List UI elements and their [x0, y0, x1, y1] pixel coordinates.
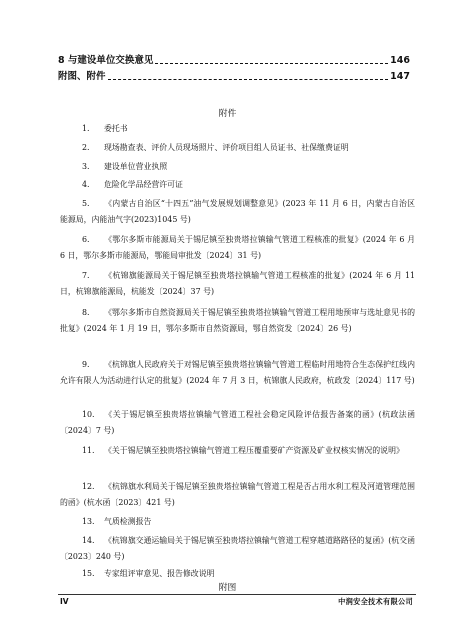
attachment-number: 10.: [82, 410, 95, 419]
attachment-number: 8.: [82, 308, 90, 317]
attachment-item: [60, 514, 415, 530]
toc-entry-label: 8 与建设单位交换意见: [58, 55, 154, 66]
attachment-item: [60, 121, 415, 137]
attachment-item: [60, 268, 415, 300]
toc-entry[interactable]: [58, 54, 410, 68]
attachment-text: 《杭锦旗水利局关于锡尼镇至独贵塔拉镇输气管道工程是否占用水利工程及河道管理范围的函》(杭水函〔2023〕421 号): [60, 482, 415, 507]
footer-page-number: IV: [60, 597, 69, 606]
attachment-number: 5.: [82, 199, 90, 208]
attachment-number: 12.: [82, 482, 95, 491]
toc-leader-dots: [155, 63, 388, 64]
attachment-item: [60, 159, 415, 175]
attachment-item: [60, 407, 415, 439]
attachment-item: [60, 566, 415, 582]
attachment-text: 气质检测报告: [104, 517, 152, 526]
attachment-number: 13.: [82, 517, 95, 526]
footer-divider: [58, 594, 416, 595]
attachment-text: 《鄂尔多斯市自然资源局关于锡尼镇至独贵塔拉镇输气管道工程用地预审与选址意见书的批复》(2024 年 1 月 19 日，鄂尔多斯市自然资源局，鄂自然资发〔2024〕26 号): [60, 308, 415, 333]
attachment-number: 2.: [82, 143, 90, 152]
attachment-text: 《杭锦旗人民政府关于对锡尼镇至独贵塔拉镇输气管道工程临时用地符合生态保护红线内允许有限人为活动进行认定的批复》(2024 年 7 月 3 日，杭锦旗人民政府，杭政发〔2024〕117 号): [60, 360, 415, 385]
attachment-number: 3.: [82, 162, 90, 171]
attachment-text: 《杭锦旗能源局关于锡尼镇至独贵塔拉镇输气管道工程核准的批复》(2024 年 6 月 11 日，杭锦旗能源局，杭能发〔2024〕37 号): [60, 271, 415, 296]
attachment-item: [60, 305, 415, 337]
attachment-item: [60, 232, 415, 264]
attachment-item: [60, 177, 415, 193]
toc-entry-page: 146: [390, 55, 410, 66]
attachment-text: 委托书: [104, 124, 128, 133]
attachment-number: 9.: [82, 360, 90, 369]
toc-entry[interactable]: [58, 70, 410, 84]
attachment-item: [60, 479, 415, 511]
attachment-text: 危险化学品经营许可证: [104, 180, 183, 189]
footer-company: 中润安全技术有限公司: [338, 597, 413, 606]
attachment-text: 《杭锦旗交通运输局关于锡尼镇至独贵塔拉镇输气管道工程穿越道路路径的复函》(杭交函〔2023〕240 号): [60, 536, 415, 561]
figures-heading: 附图: [218, 583, 237, 593]
attachment-number: 4.: [82, 180, 90, 189]
attachment-number: 6.: [82, 235, 90, 244]
attachment-item: [60, 196, 415, 228]
toc-entry-label: 附图、附件: [58, 71, 106, 82]
attachment-item: [60, 533, 415, 565]
attachment-number: 7.: [82, 271, 90, 280]
toc-entry-page: 147: [390, 71, 410, 82]
attachment-text: 现场勘查表、评价人员现场照片、评价项目组人员证书、社保缴费证明: [104, 143, 349, 152]
toc-leader-dots: [108, 79, 389, 80]
attachment-text: 《内蒙古自治区“十四五”油气发展规划调整意见》(2023 年 11 月 6 日，内蒙古自治区能源局，内能油气字(2023)1045 号): [60, 199, 415, 224]
attachment-number: 1.: [82, 124, 90, 133]
attachment-item: [60, 357, 415, 389]
attachment-text: 《鄂尔多斯市能源局关于锡尼镇至独贵塔拉镇输气管道工程核准的批复》(2024 年 6 月 6 日，鄂尔多斯市能源局，鄂能局审批发〔2024〕31 号): [60, 235, 415, 260]
attachment-number: 14.: [82, 536, 95, 545]
attachment-text: 《关于锡尼镇至独贵塔拉镇输气管道工程压覆重要矿产资源及矿业权核实情况的说明》: [104, 446, 404, 455]
attachment-item: [60, 140, 415, 156]
attachment-text: 建设单位营业执照: [104, 162, 168, 171]
attachments-heading: 附件: [218, 109, 237, 119]
attachment-text: 专家组评审意见、报告修改说明: [104, 569, 215, 578]
attachment-number: 15.: [82, 569, 95, 578]
attachment-text: 《关于锡尼镇至独贵塔拉镇输气管道工程社会稳定风险评估报告备案的函》(杭政法函〔2024〕7 号): [60, 410, 415, 435]
attachment-number: 11.: [82, 446, 95, 455]
attachment-item: [60, 443, 415, 459]
